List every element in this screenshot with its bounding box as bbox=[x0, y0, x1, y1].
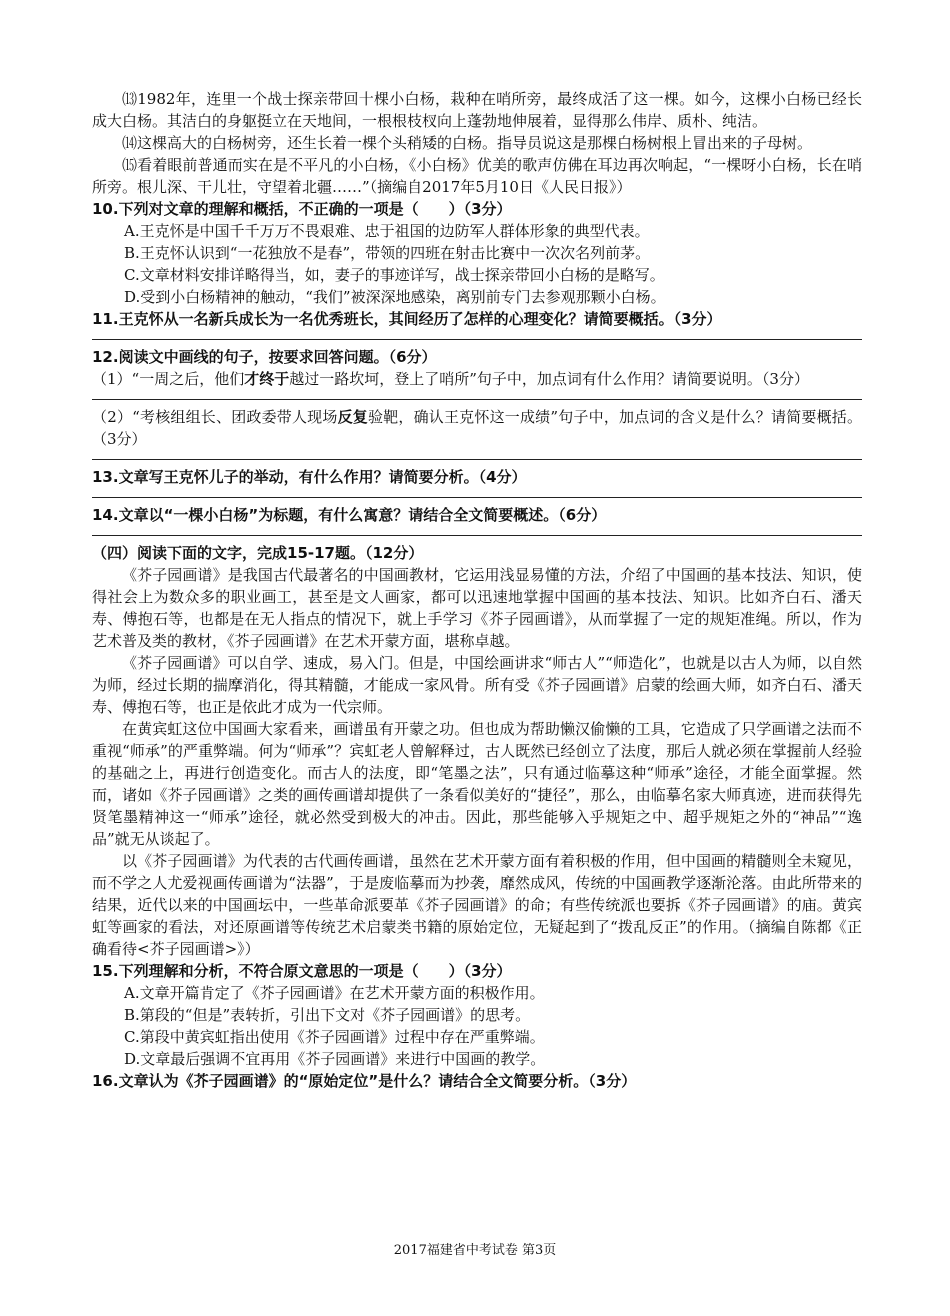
question-12-sub-1-dotted-word: 才终于 bbox=[244, 370, 290, 388]
article-paragraph-13: ⒀1982年，连里一个战士探亲带回十棵小白杨，栽种在哨所旁，最终成活了这一棵。如今，这棵小白杨已经长成大白杨。其洁白的身躯挺立在天地间，一根根枝杈向上蓬勃地伸展着，显得那么伟岸、质朴、纯洁。 bbox=[92, 90, 862, 130]
article-paragraph-14: ⒁这棵高大的白杨树旁，还生长着一棵个头稍矮的白杨。指导员说这是那棵白杨树根上冒出来的子母树。 bbox=[122, 134, 813, 152]
question-13: 13.文章写王克怀儿子的举动，有什么作用？请简要分析。（4分） bbox=[92, 468, 527, 486]
question-16: 16.文章认为《芥子园画谱》的“原始定位”是什么？请结合全文简要分析。（3分） bbox=[92, 1072, 637, 1090]
question-14: 14.文章以“一棵小白杨”为标题，有什么寓意？请结合全文简要概述。（6分） bbox=[92, 506, 607, 524]
section-4-paragraph-1: 《芥子园画谱》是我国古代最著名的中国画教材，它运用浅显易懂的方法，介绍了中国画的基本技法、知识，使得社会上为数众多的职业画工，甚至是文人画家，都可以迅速地掌握中国画的基本技法、知识。比如齐白石、潘天寿、傅抱石等，也都是在无人指点的情况下，就上手学习《芥子园画谱》，从而掌握了一定的规矩准绳。所以，作为艺术普及类的教材，《芥子园画谱》在艺术开蒙方面，堪称卓越。 bbox=[92, 566, 862, 650]
question-15: 15.下列理解和分析，不符合原文意思的一项是（ ）（3分） bbox=[92, 962, 512, 980]
question-10-option-c: C.文章材料安排详略得当，如，妻子的事迹详写，战士探亲带回小白杨的是略写。 bbox=[124, 266, 665, 284]
question-10-option-b: B.王克怀认识到“一花独放不是春”，带领的四班在射击比赛中一次次名列前茅。 bbox=[124, 244, 651, 262]
question-15-option-d: D.文章最后强调不宜再用《芥子园画谱》来进行中国画的教学。 bbox=[124, 1050, 546, 1068]
question-12-sub-2 bbox=[92, 406, 862, 450]
question-12-sub-2-dotted-word: 反复 bbox=[337, 408, 368, 426]
question-15-option-a: A.文章开篇肯定了《芥子园画谱》在艺术开蒙方面的积极作用。 bbox=[124, 984, 545, 1002]
question-12: 12.阅读文中画线的句子，按要求回答问题。（6分） bbox=[92, 348, 437, 366]
question-12-sub-1 bbox=[92, 368, 862, 390]
question-15-option-b: B.第段的“但是”表转折，引出下文对《芥子园画谱》的思考。 bbox=[124, 1006, 531, 1024]
question-10-option-a: A.王克怀是中国千千万万不畏艰难、忠于祖国的边防军人群体形象的典型代表。 bbox=[124, 222, 650, 240]
answer-line[interactable] bbox=[92, 390, 862, 400]
answer-line[interactable] bbox=[92, 526, 862, 536]
question-12-sub-2-text-b: 验靶，确认王克怀这一成绩”句子中，加点词的含义是什么？请简要概括。（3分） bbox=[92, 408, 862, 448]
section-4-title: （四）阅读下面的文字，完成15-17题。（12分） bbox=[92, 544, 424, 562]
page-footer: 2017福建省中考试卷 第3页 bbox=[393, 1243, 557, 1258]
answer-line[interactable] bbox=[92, 488, 862, 498]
question-10: 10.下列对文章的理解和概括，不正确的一项是（ ）（3分） bbox=[92, 200, 512, 218]
question-11: 11.王克怀从一名新兵成长为一名优秀班长，其间经历了怎样的心理变化？请简要概括。（3分） bbox=[92, 310, 722, 328]
question-12-sub-1-text-a: （1）“一周之后，他们 bbox=[92, 370, 245, 388]
question-15-option-c: C.第段中黄宾虹指出使用《芥子园画谱》过程中存在严重弊端。 bbox=[124, 1028, 545, 1046]
question-12-sub-1-text-b: 越过一路坎坷，登上了哨所”句子中，加点词有什么作用？请简要说明。（3分） bbox=[289, 370, 809, 388]
answer-line[interactable] bbox=[92, 450, 862, 460]
section-4-paragraph-2: 《芥子园画谱》可以自学、速成，易入门。但是，中国绘画讲求“师古人”“师造化”，也就是以古人为师，以自然为师，经过长期的揣摩消化，得其精髓，才能成一家风骨。所有受《芥子园画谱》启蒙的绘画大师，如齐白石、潘天寿、傅抱石等，也正是依此才成为一代宗师。 bbox=[92, 654, 862, 716]
answer-line[interactable] bbox=[92, 330, 862, 340]
section-4-paragraph-3: 在黄宾虹这位中国画大家看来，画谱虽有开蒙之功。但也成为帮助懒汉偷懒的工具，它造成了只学画谱之法而不重视“师承”的严重弊端。何为“师承”？宾虹老人曾解释过，古人既然已经创立了法度，那后人就必须在掌握前人经验的基础之上，再进行创造变化。而古人的法度，即“笔墨之法”，只有通过临摹这种“师承”途径，才能全面掌握。然而，诸如《芥子园画谱》之类的画传画谱却提供了一条看似美好的“捷径”，那么，由临摹名家大师真迹，进而获得先贤笔墨精神这一“师承”途径，就必然受到极大的冲击。因此，那些能够入乎规矩之中、超乎规矩之外的“神品”“逸品”就无从谈起了。 bbox=[92, 720, 862, 848]
exam-page bbox=[92, 88, 862, 1092]
question-10-option-d: D.受到小白杨精神的触动，“我们”被深深地感染，离别前专门去参观那颗小白杨。 bbox=[124, 288, 666, 306]
question-12-sub-2-text-a: （2）“考核组组长、团政委带人现场 bbox=[92, 408, 338, 426]
section-4-paragraph-4: 以《芥子园画谱》为代表的古代画传画谱，虽然在艺术开蒙方面有着积极的作用，但中国画的精髓则全未窥见，而不学之人尤爱视画传画谱为“法器”，于是废临摹而为抄袭，靡然成风，传统的中国画教学逐渐沦落。由此所带来的结果，近代以来的中国画坛中，一些革命派要革《芥子园画谱》的命；有些传统派也要拆《芥子园画谱》的庙。黄宾虹等画家的看法，对还原画谱等传统艺术启蒙类书籍的原始定位，无疑起到了“拨乱反正”的作用。（摘编自陈都《正确看待<芥子园画谱>》） bbox=[92, 852, 862, 958]
article-paragraph-15: ⒂看着眼前普通而实在是不平凡的小白杨，《小白杨》优美的歌声仿佛在耳边再次响起，“一棵呀小白杨，长在哨所旁。根儿深、干儿壮，守望着北疆……”（摘编自2017年5月10日《人民日报》） bbox=[92, 156, 862, 196]
